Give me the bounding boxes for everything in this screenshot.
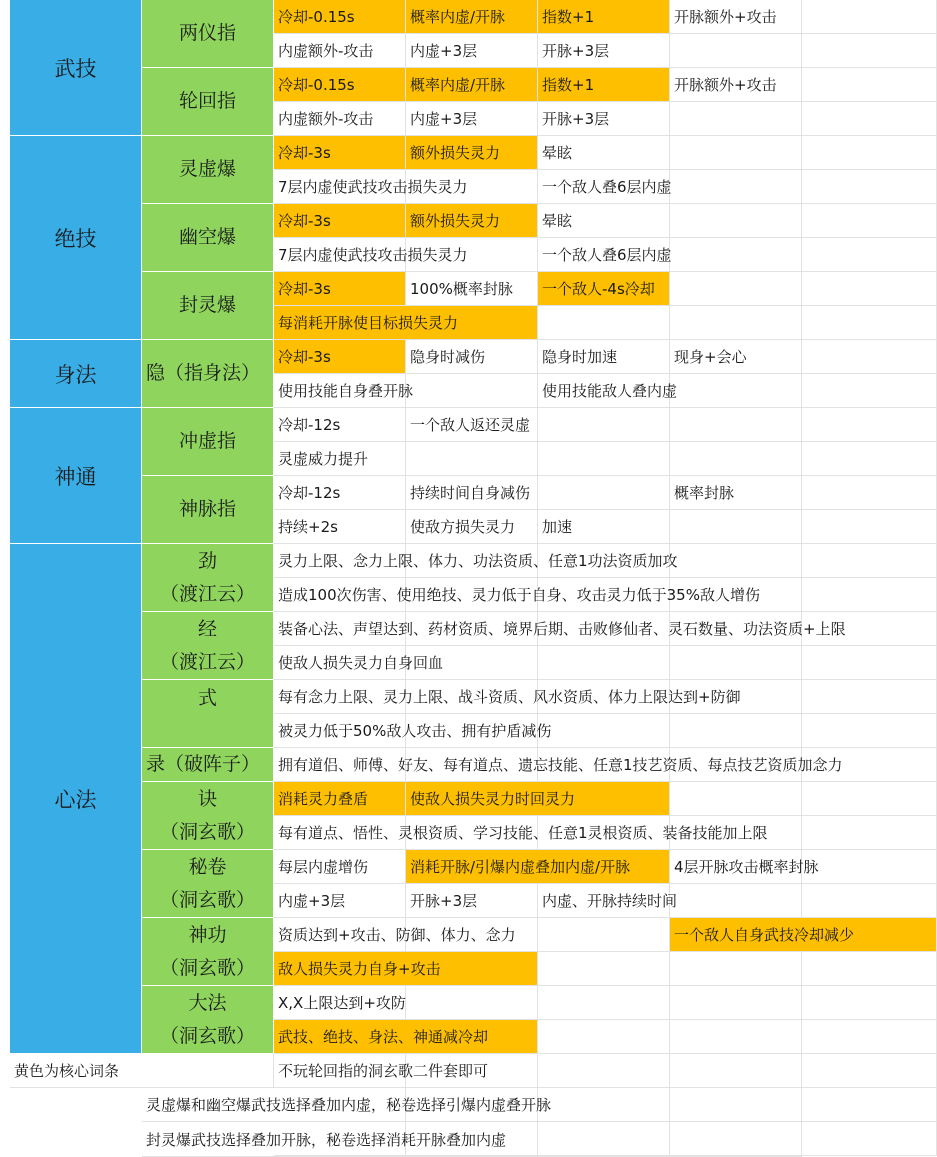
affix-cell-jing_r2-0[interactable]: 使敌人损失灵力自身回血: [274, 646, 670, 680]
affix-cell-chongxuzhi_r2-0[interactable]: 灵虚威力提升: [274, 442, 406, 476]
note-line-2: 灵虚爆和幽空爆武技选择叠加内虚，秘卷选择引爆内虚叠开脉: [142, 1088, 802, 1122]
grid-cell[interactable]: [670, 102, 802, 136]
affix-cell-lu_r1-0[interactable]: 拥有道侣、师傅、好友、每有道点、遗忘技能、任意1技艺资质、每点技艺资质加念力: [274, 748, 937, 782]
category-shentong: 神通: [10, 408, 142, 544]
grid-cell[interactable]: [538, 952, 670, 986]
category-wuji: 武技: [10, 0, 142, 136]
grid-cell[interactable]: [802, 1020, 937, 1054]
affix-cell-mijuan_r2-1[interactable]: 开脉+3层: [406, 884, 538, 918]
affix-cell-liangyizhi_r1-0[interactable]: 冷却-0.15s: [274, 0, 406, 34]
affix-cell-shenmaizhi_r1-1[interactable]: 持续时间自身减伤: [406, 476, 670, 510]
grid-cell[interactable]: [406, 442, 538, 476]
affix-cell-lunhuizhi_r1-3[interactable]: 开脉额外+攻击: [670, 68, 802, 102]
grid-cell[interactable]: [802, 170, 937, 204]
skill-shengong: 神功 （洞玄歌）: [142, 918, 274, 986]
skill-mijuan: 秘卷 （洞玄歌）: [142, 850, 274, 918]
grid-cell[interactable]: [802, 1054, 937, 1088]
affix-cell-youkongbao_r1-1[interactable]: 额外损失灵力: [406, 204, 538, 238]
note-line-3: 封灵爆武技选择叠加开脉，秘卷选择消耗开脉叠加内虚: [142, 1122, 802, 1157]
affix-cell-fenglingbao_r1-2[interactable]: 一个敌人-4s冷却: [538, 272, 670, 306]
grid-cell[interactable]: [802, 1122, 937, 1156]
category-xinfa: 心法: [10, 544, 142, 1054]
skill-shi: 式: [142, 680, 274, 748]
affix-cell-lunhuizhi_r2-0[interactable]: 内虚额外-攻击: [274, 102, 406, 136]
grid-cell[interactable]: [802, 374, 937, 408]
grid-cell[interactable]: [670, 204, 802, 238]
grid-cell[interactable]: [538, 986, 670, 1020]
affix-cell-youkongbao_r1-2[interactable]: 晕眩: [538, 204, 670, 238]
affix-cell-dafa_r1-0[interactable]: X,X上限达到+攻防: [274, 986, 538, 1020]
grid-cell[interactable]: [802, 34, 937, 68]
grid-cell[interactable]: [802, 408, 937, 442]
grid-cell[interactable]: [670, 986, 802, 1020]
grid-cell[interactable]: [538, 1054, 670, 1088]
affix-cell-yin_r1-0[interactable]: 冷却-3s: [274, 340, 406, 374]
affix-cell-youkongbao_r2-0[interactable]: 7层内虚使武技攻击损失灵力: [274, 238, 538, 272]
grid-cell[interactable]: [802, 272, 937, 306]
affix-cell-shi_r1-0[interactable]: 每有念力上限、灵力上限、战斗资质、风水资质、体力上限达到+防御: [274, 680, 937, 714]
affix-cell-liangyizhi_r1-3[interactable]: 开脉额外+攻击: [670, 0, 802, 34]
grid-cell[interactable]: [670, 272, 802, 306]
skill-lu: 录（破阵子）: [142, 748, 274, 782]
category-jueji: 绝技: [10, 136, 142, 340]
grid-cell[interactable]: [802, 884, 937, 918]
affix-cell-fenglingbao_r2-0[interactable]: 每消耗开脉使目标损失灵力: [274, 306, 538, 340]
affix-cell-liangyizhi_r2-2[interactable]: 开脉+3层: [538, 34, 670, 68]
affix-cell-shenmaizhi_r1-0[interactable]: 冷却-12s: [274, 476, 406, 510]
affix-cell-lingxubao_r1-0[interactable]: 冷却-3s: [274, 136, 406, 170]
skill-dafa: 大法 （洞玄歌）: [142, 986, 274, 1054]
affix-cell-mijuan_r2-2[interactable]: 内虚、开脉持续时间: [538, 884, 802, 918]
grid-cell[interactable]: [538, 1020, 670, 1054]
grid-cell[interactable]: [802, 442, 937, 476]
affix-cell-yin_r2-1[interactable]: 使用技能敌人叠内虚: [538, 374, 802, 408]
grid-cell[interactable]: [670, 714, 802, 748]
grid-cell[interactable]: [802, 1088, 937, 1122]
affix-cell-yin_r1-3[interactable]: 现身+会心: [670, 340, 802, 374]
affix-cell-yin_r1-1[interactable]: 隐身时减伤: [406, 340, 538, 374]
affix-cell-shengong_r2-0[interactable]: 敌人损失灵力自身+攻击: [274, 952, 538, 986]
grid-cell[interactable]: [670, 510, 802, 544]
affix-cell-shi_r2-0[interactable]: 被灵力低于50%敌人攻击、拥有护盾减伤: [274, 714, 670, 748]
affix-cell-chongxuzhi_r1-1[interactable]: 一个敌人返还灵虚: [406, 408, 670, 442]
grid-cell[interactable]: [802, 306, 937, 340]
affix-cell-lingxubao_r1-1[interactable]: 额外损失灵力: [406, 136, 538, 170]
affix-cell-jue_r1-0[interactable]: 消耗灵力叠盾: [274, 782, 406, 816]
grid-cell[interactable]: [538, 306, 670, 340]
skill-chongxuzhi: 冲虚指: [142, 408, 274, 476]
affix-cell-shengong_r1-1[interactable]: 一个敌人自身武技冷却减少: [670, 918, 937, 952]
affix-cell-liangyizhi_r2-1[interactable]: 内虚+3层: [406, 34, 538, 68]
grid-cell[interactable]: [670, 408, 802, 442]
affix-cell-youkongbao_r1-0[interactable]: 冷却-3s: [274, 204, 406, 238]
grid-cell[interactable]: [802, 714, 937, 748]
grid-cell[interactable]: [670, 442, 802, 476]
skill-yin: 隐（指身法）: [142, 340, 274, 408]
skill-jin: 劲 （渡江云）: [142, 544, 274, 612]
affix-cell-mijuan_r1-0[interactable]: 每层内虚增伤: [274, 850, 406, 884]
affix-cell-fenglingbao_r1-0[interactable]: 冷却-3s: [274, 272, 406, 306]
affix-cell-shengong_r1-0[interactable]: 资质达到+攻击、防御、体力、念力: [274, 918, 670, 952]
skill-liangyizhi: 两仪指: [142, 0, 274, 68]
grid-cell[interactable]: [802, 102, 937, 136]
affix-cell-liangyizhi_r1-2[interactable]: 指数+1: [538, 0, 670, 34]
affix-cell-lingxubao_r1-2[interactable]: 晕眩: [538, 136, 670, 170]
affix-cell-shenmaizhi_r1-2[interactable]: 概率封脉: [670, 476, 802, 510]
affix-cell-yin_r1-2[interactable]: 隐身时加速: [538, 340, 670, 374]
skill-youkongbao: 幽空爆: [142, 204, 274, 272]
grid-cell[interactable]: [538, 442, 670, 476]
affix-cell-jin_r2-0[interactable]: 造成100次伤害、使用绝技、灵力低于自身、攻击灵力低于35%敌人增伤: [274, 578, 937, 612]
grid-cell[interactable]: [670, 646, 802, 680]
grid-cell[interactable]: [802, 510, 937, 544]
grid-cell[interactable]: [802, 136, 937, 170]
affix-cell-shenmaizhi_r2-2[interactable]: 加速: [538, 510, 670, 544]
affix-cell-mijuan_r2-0[interactable]: 内虚+3层: [274, 884, 406, 918]
grid-cell[interactable]: [670, 1020, 802, 1054]
category-shenfa: 身法: [10, 340, 142, 408]
grid-cell[interactable]: [670, 782, 802, 816]
grid-cell[interactable]: [802, 782, 937, 816]
grid-cell[interactable]: [802, 68, 937, 102]
affix-cell-lingxubao_r2-1[interactable]: 一个敌人叠6层内虚: [538, 170, 802, 204]
grid-cell[interactable]: [670, 34, 802, 68]
affix-cell-shenmaizhi_r2-0[interactable]: 持续+2s: [274, 510, 406, 544]
grid-cell[interactable]: [802, 646, 937, 680]
affix-cell-fenglingbao_r1-1[interactable]: 100%概率封脉: [406, 272, 538, 306]
affix-cell-jing_r1-0[interactable]: 装备心法、声望达到、药材资质、境界后期、击败修仙者、灵石数量、功法资质+上限: [274, 612, 937, 646]
grid-cell[interactable]: [802, 476, 937, 510]
affix-cell-jue_r1-1[interactable]: 使敌人损失灵力时回灵力: [406, 782, 670, 816]
grid-cell[interactable]: [802, 340, 937, 374]
skill-jing: 经 （渡江云）: [142, 612, 274, 680]
grid-cell[interactable]: [802, 952, 937, 986]
affix-cell-youkongbao_r2-1[interactable]: 一个敌人叠6层内虚: [538, 238, 802, 272]
affix-cell-lunhuizhi_r1-2[interactable]: 指数+1: [538, 68, 670, 102]
grid-cell[interactable]: [802, 986, 937, 1020]
affix-cell-mijuan_r1-1[interactable]: 消耗开脉/引爆内虚叠加内虚/开脉: [406, 850, 670, 884]
affix-cell-jin_r1-0[interactable]: 灵力上限、念力上限、体力、功法资质、任意1功法资质加攻: [274, 544, 937, 578]
affix-cell-lunhuizhi_r1-1[interactable]: 概率内虚/开脉: [406, 68, 538, 102]
grid-cell[interactable]: [670, 136, 802, 170]
affix-cell-chongxuzhi_r1-0[interactable]: 冷却-12s: [274, 408, 406, 442]
affix-cell-liangyizhi_r2-0[interactable]: 内虚额外-攻击: [274, 34, 406, 68]
skill-lunhuizhi: 轮回指: [142, 68, 274, 136]
skill-jue: 诀 （洞玄歌）: [142, 782, 274, 850]
grid-cell[interactable]: [802, 0, 937, 34]
affix-cell-yin_r2-0[interactable]: 使用技能自身叠开脉: [274, 374, 538, 408]
affix-cell-shenmaizhi_r2-1[interactable]: 使敌方损失灵力: [406, 510, 538, 544]
grid-cell[interactable]: [802, 204, 937, 238]
grid-cell[interactable]: [670, 952, 802, 986]
grid-cell[interactable]: [670, 306, 802, 340]
affix-cell-jue_r2-0[interactable]: 每有道点、悟性、灵根资质、学习技能、任意1灵根资质、装备技能加上限: [274, 816, 937, 850]
skill-lingxubao: 灵虚爆: [142, 136, 274, 204]
grid-cell[interactable]: [802, 238, 937, 272]
legend-note: 黄色为核心词条: [10, 1054, 274, 1088]
affix-cell-lunhuizhi_r1-0[interactable]: 冷却-0.15s: [274, 68, 406, 102]
grid-cell[interactable]: [670, 1054, 802, 1088]
affix-cell-liangyizhi_r1-1[interactable]: 概率内虚/开脉: [406, 0, 538, 34]
affix-cell-lingxubao_r2-0[interactable]: 7层内虚使武技攻击损失灵力: [274, 170, 538, 204]
affix-cell-lunhuizhi_r2-1[interactable]: 内虚+3层: [406, 102, 538, 136]
skill-fenglingbao: 封灵爆: [142, 272, 274, 340]
skill-shenmaizhi: 神脉指: [142, 476, 274, 544]
affix-cell-dafa_r2-0[interactable]: 武技、绝技、身法、神通减冷却: [274, 1020, 538, 1054]
note-line-1: 不玩轮回指的洞玄歌二件套即可: [274, 1054, 538, 1088]
affix-cell-lunhuizhi_r2-2[interactable]: 开脉+3层: [538, 102, 670, 136]
affix-cell-mijuan_r1-2[interactable]: 4层开脉攻击概率封脉: [670, 850, 937, 884]
